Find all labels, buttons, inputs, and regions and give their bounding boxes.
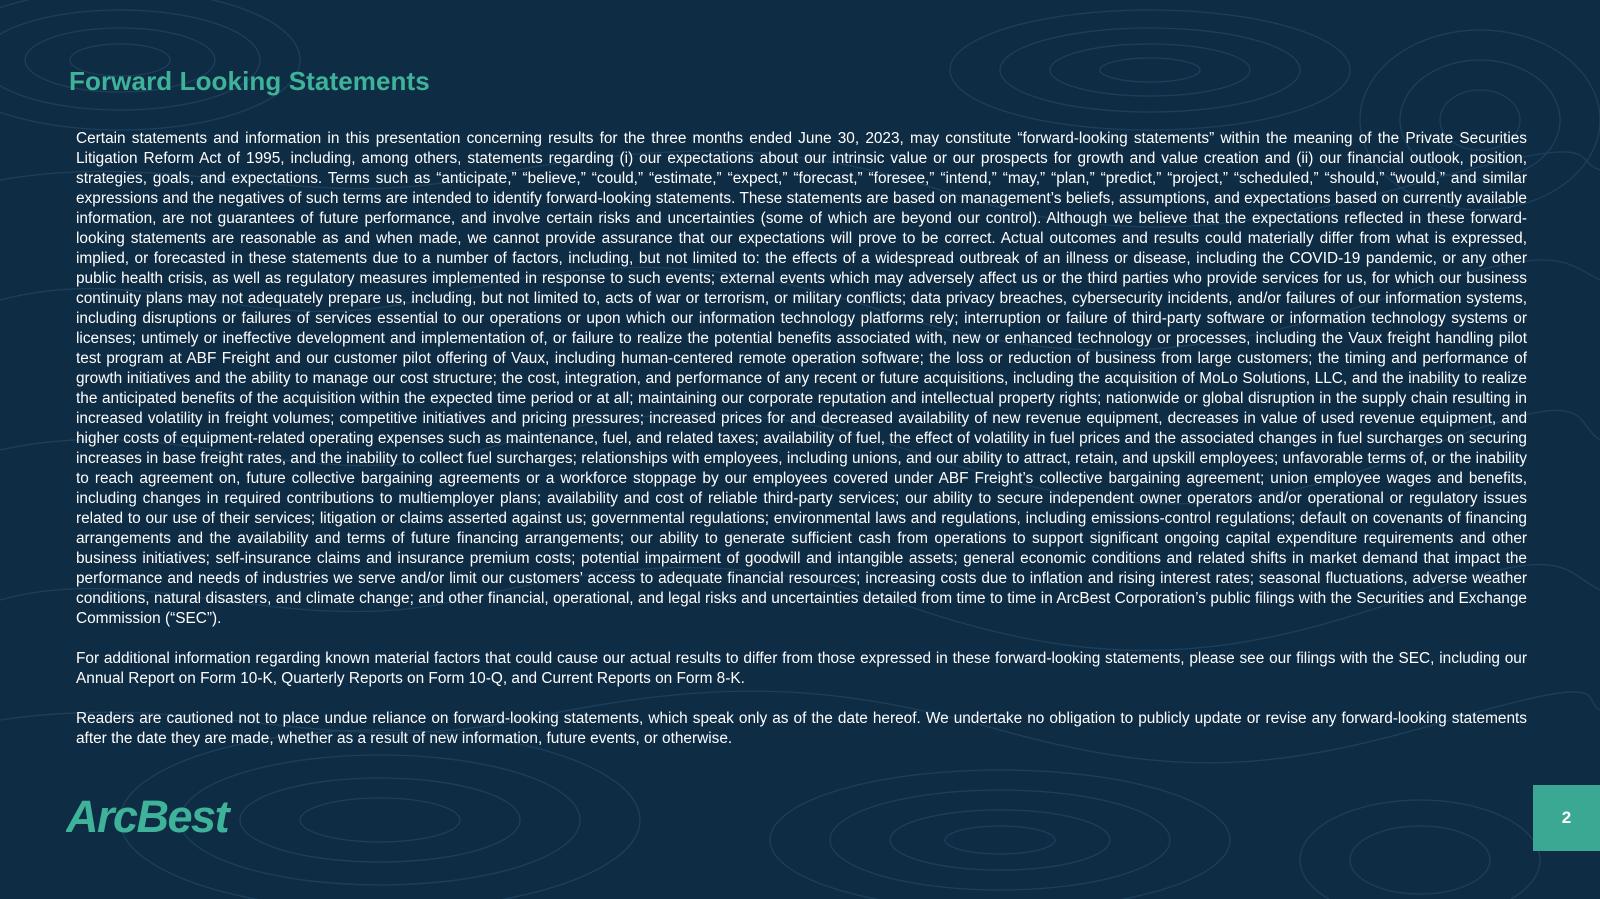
disclaimer-paragraph: Readers are cautioned not to place undue reliance on forward-looking statements, which speak only as of the date hereof. We undertake no obligation to publicly update or revise any forward-looking statements after the date they are made, whether as a result of new information, future events, or otherwise. — [76, 710, 1527, 747]
arcbest-logo — [66, 792, 266, 838]
logo-wordmark: ArcBest — [66, 792, 229, 838]
slide-title: Forward Looking Statements — [69, 66, 430, 96]
disclaimer-paragraph: Certain statements and information in this presentation concerning results for the three months ended June 30, 2023, may constitute “forward-looking statements” within the meaning of the Private Securities Litigation Reform Act of 1995, including, among others, statements regarding (i) our expectations about our intrinsic value or our prospects for growth and value creation and (ii) our financial outlook, position, strategies, goals, and expectations. Terms such as “anticipate,” “believe,” “could,” “estimate,” “expect,” “forecast,” “foresee,” “intend,” “may,” “plan,” “predict,” “project,” “scheduled,” “should,” “would,” and similar expressions and the negatives of such terms are intended to identify forward-looking statements. These statements are based on management’s beliefs, assumptions, and expectations based on currently available information, are not guarantees of future performance, and involve certain risks and uncertainties (some of which are beyond our control). Although we believe that the expectations reflected in these forward-looking statements are reasonable as and when made, we cannot provide assurance that our expectations will prove to be correct. Actual outcomes and results could materially differ from what is expressed, implied, or forecasted in these statements due to a number of factors, including, but not limited to: the effects of a widespread outbreak of an illness or disease, including the COVID-19 pandemic, or any other public health crisis, as well as regulatory measures implemented in response to such events; external events which may adversely affect us or the third parties who provide services for us, for which our business continuity plans may not adequately prepare us, including, but not limited to, acts of war or terrorism, or military conflicts; data privacy breaches, cybersecurity incidents, and/or failures of our information systems, including disruptions or failures of services essential to our operations or upon which our information technology platforms rely; interruption or failure of third-party software or information technology systems or licenses; untimely or ineffective development and implementation of, or failure to realize the potential benefits associated with, new or enhanced technology or processes, including the Vaux freight handling pilot test program at ABF Freight and our customer pilot offering of Vaux, including human-centered remote operation software; the loss or reduction of business from large customers; the timing and performance of growth initiatives and the ability to manage our cost structure; the cost, integration, and performance of any recent or future acquisitions, including the acquisition of MoLo Solutions, LLC, and the inability to realize the anticipated benefits of the acquisition within the expected time period or at all; maintaining our corporate reputation and intellectual property rights; nationwide or global disruption in the supply chain resulting in increased volatility in freight volumes; competitive initiatives and pricing pressures; increased prices for and decreased availability of new revenue equipment, decreases in value of used revenue equipment, and higher costs of equipment-related operating expenses such as maintenance, fuel, and related taxes; availability of fuel, the effect of volatility in fuel prices and the associated changes in fuel surcharges on securing increases in base freight rates, and the inability to collect fuel surcharges; relationships with employees, including unions, and our ability to attract, retain, and upskill employees; unfavorable terms of, or the inability to reach agreement on, future collective bargaining agreements or a workforce stoppage by our employees covered under ABF Freight’s collective bargaining agreement; union employee wages and benefits, including changes in required contributions to multiemployer plans; availability and cost of reliable third-party services; our ability to secure independent owner operators and/or operational or regulatory issues related to our use of their services; litigation or claims asserted against us; governmental regulations; environmental laws and regulations, including emissions-control regulations; default on covenants of financing arrangements and the availability and terms of future financing arrangements; our ability to generate sufficient cash from operations to support significant ongoing capital expenditure requirements and other business initiatives; self-insurance claims and insurance premium costs; potential impairment of goodwill and intangible assets; general economic conditions and related shifts in market demand that impact the performance and needs of industries we serve and/or limit our customers’ access to adequate financial resources; increasing costs due to inflation and rising interest rates; seasonal fluctuations, adverse weather conditions, natural disasters, and climate change; and other financial, operational, and legal risks and uncertainties detailed from time to time in ArcBest Corporation’s public filings with the Securities and Exchange Commission (“SEC”). — [76, 130, 1527, 627]
disclaimer-paragraph: For additional information regarding known material factors that could cause our actual results to differ from those expressed in these forward-looking statements, please see our filings with the SEC, including our Annual Report on Form 10-K, Quarterly Reports on Form 10-Q, and Current Reports on Form 8-K. — [76, 650, 1527, 687]
disclaimer-body — [76, 129, 1527, 749]
page-number-badge: 2 — [1533, 785, 1600, 851]
